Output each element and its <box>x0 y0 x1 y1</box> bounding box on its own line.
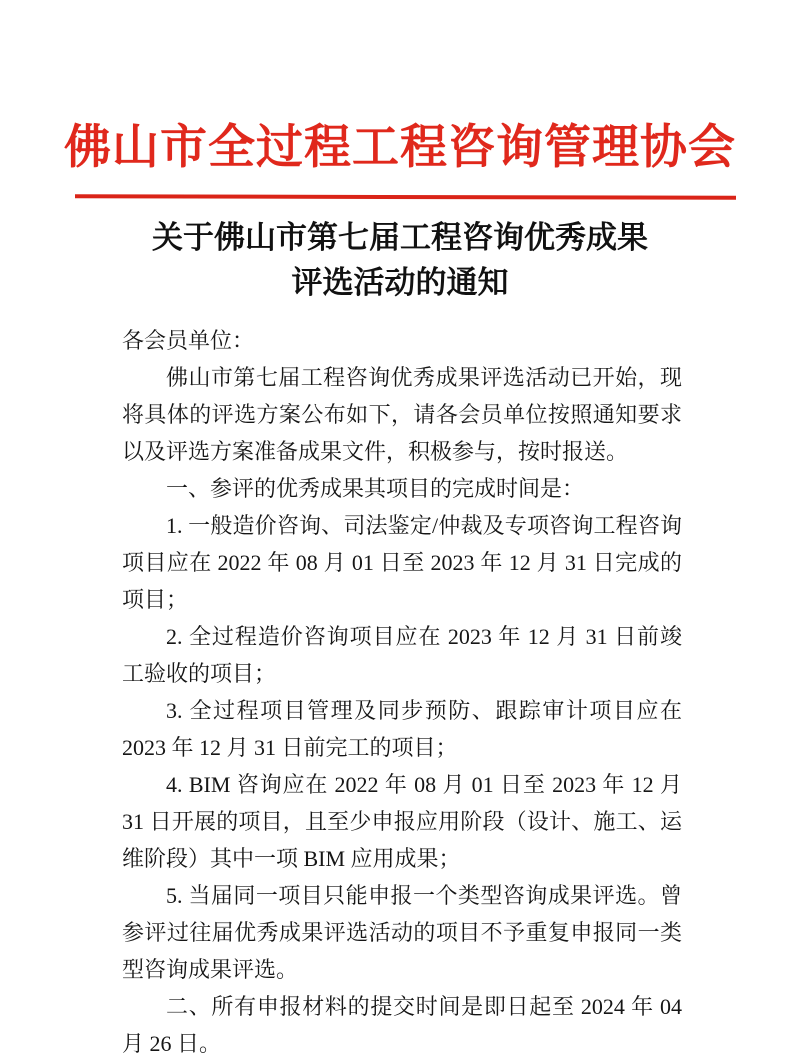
section-one-heading: 一、参评的优秀成果其项目的完成时间是： <box>166 476 585 501</box>
section-two-deadline: 二、所有申报材料的提交时间是即日起至 2024 年 04 月 26 日。 <box>122 994 682 1056</box>
org-masthead-title: 佛山市全过程工程咨询管理协会 <box>64 122 736 174</box>
header-divider-line <box>75 194 736 199</box>
item-3-project-management-audit: 3. 全过程项目管理及同步预防、跟踪审计项目应在 2023 年 12 月 31 日前完工的项目； <box>122 698 682 760</box>
notice-body <box>122 322 682 1062</box>
item-5-single-declaration-rule: 5. 当届同一项目只能申报一个类型咨询成果评选。曾参评过往届优秀成果评选活动的项目不予重复申报同一类型咨询成果评选。 <box>122 883 682 982</box>
notice-title-line2: 评选活动的通知 <box>291 265 509 300</box>
notice-title-line1: 关于佛山市第七届工程咨询优秀成果 <box>152 220 648 255</box>
notice-title <box>0 215 800 305</box>
item-1-general-cost-consulting: 1. 一般造价咨询、司法鉴定/仲裁及专项咨询工程咨询项目应在 2022 年 08 月 01 日至 2023 年 12 月 31 日完成的项目； <box>122 513 682 612</box>
intro-paragraph: 佛山市第七届工程咨询优秀成果评选活动已开始，现将具体的评选方案公布如下，请各会员单位按照通知要求以及评选方案准备成果文件，积极参与，按时报送。 <box>122 365 682 464</box>
item-2-whole-process-cost-consulting: 2. 全过程造价咨询项目应在 2023 年 12 月 31 日前竣工验收的项目； <box>122 624 682 686</box>
item-4-bim-consulting: 4. BIM 咨询应在 2022 年 08 月 01 日至 2023 年 12 月 31 日开展的项目，且至少申报应用阶段（设计、施工、运维阶段）其中一项 BIM 应用成果； <box>122 772 682 871</box>
salutation: 各会员单位： <box>122 328 255 353</box>
